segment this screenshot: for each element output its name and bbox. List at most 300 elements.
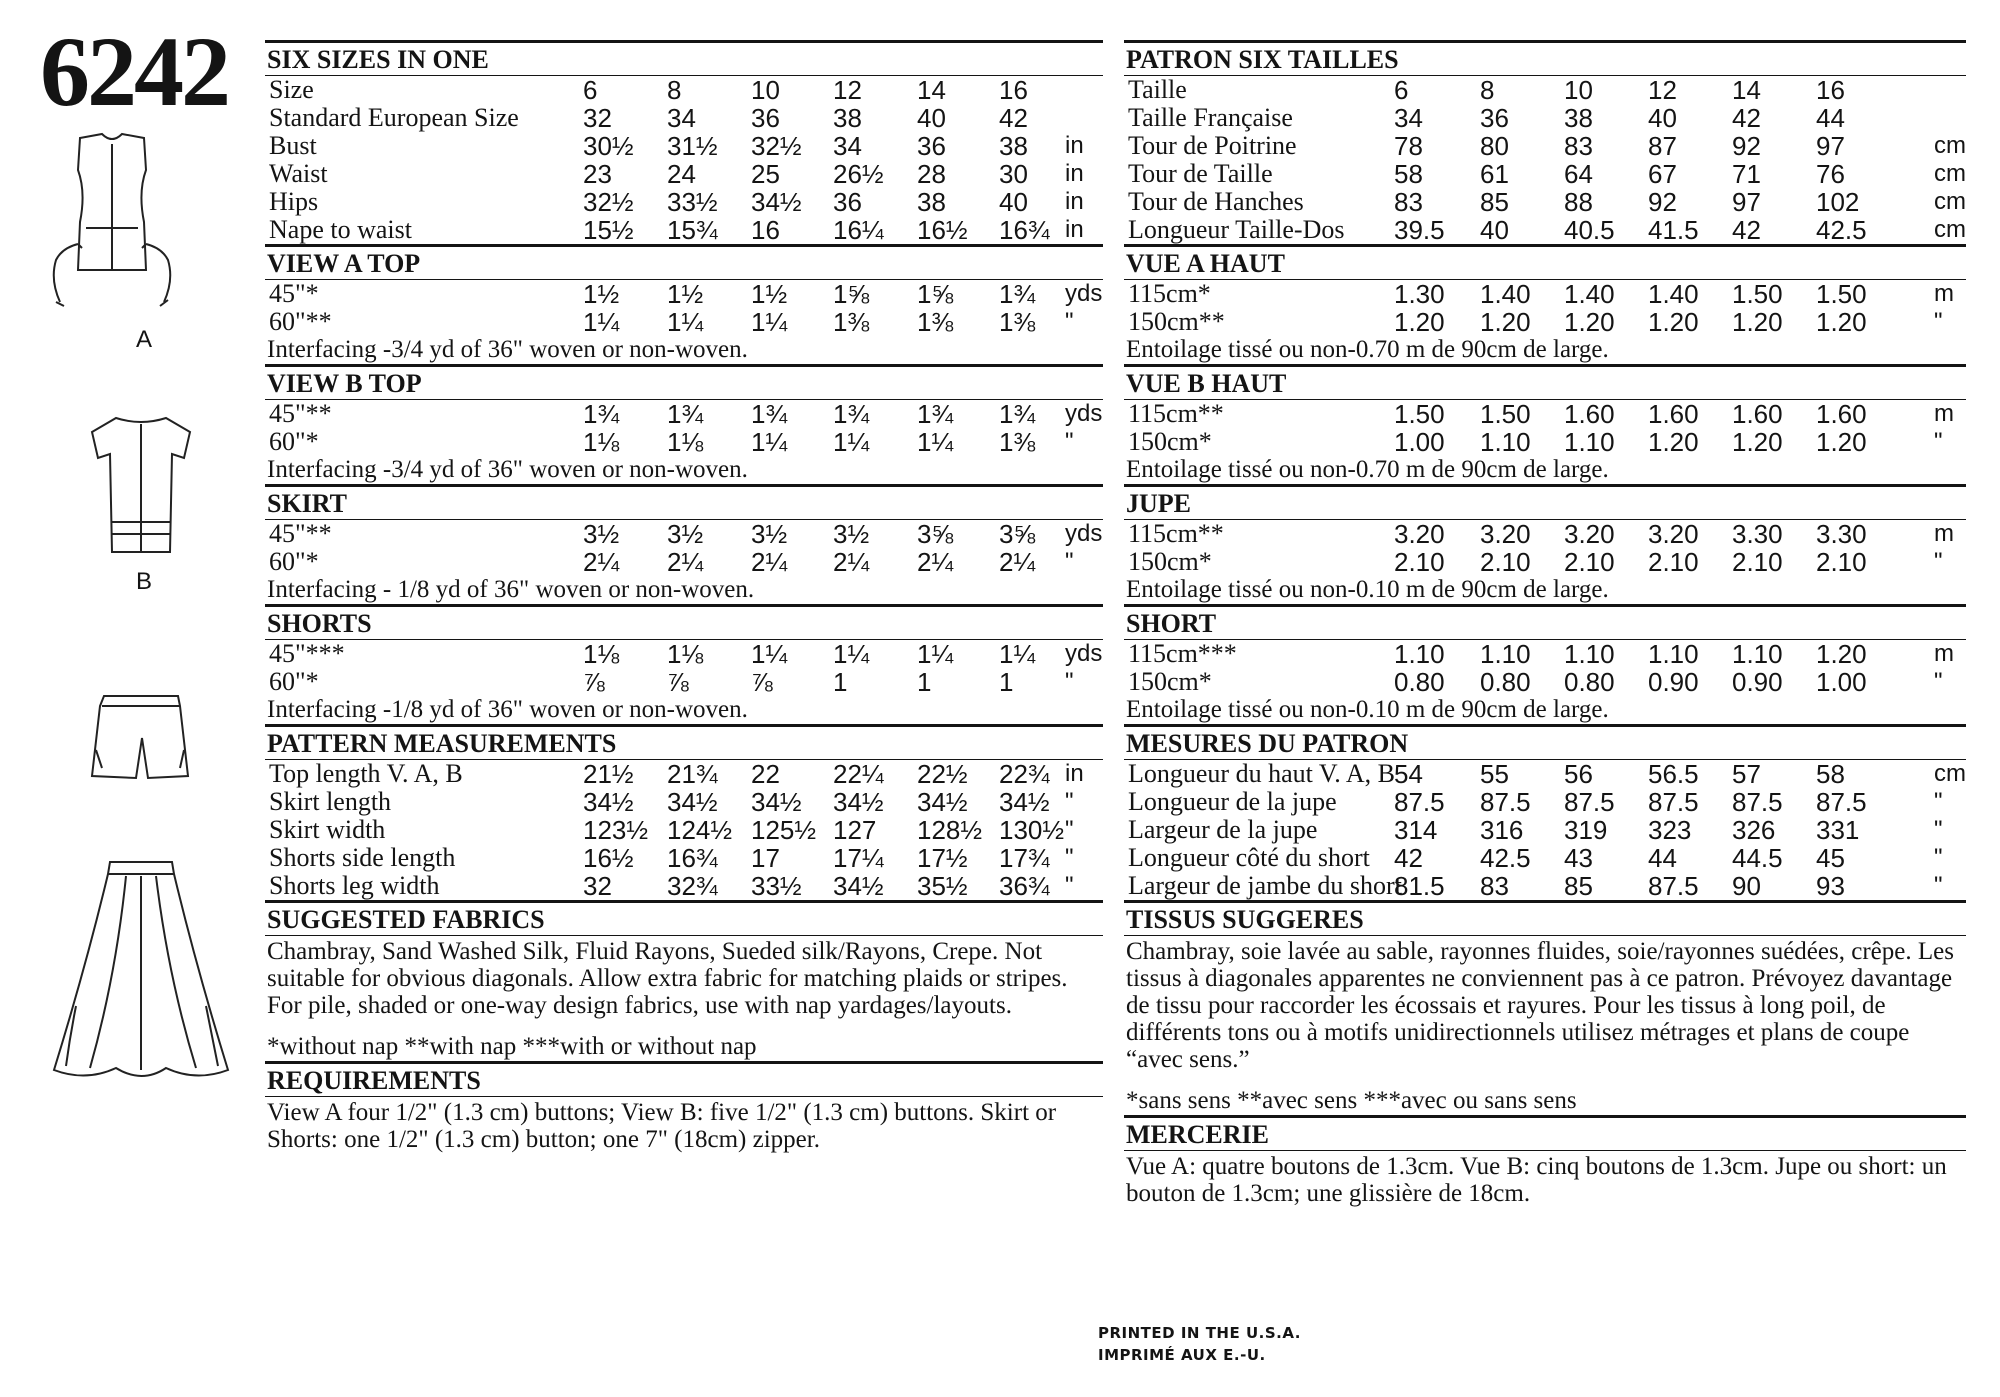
size-value: 61 [1480,159,1509,189]
size-value: 90 [1732,871,1761,901]
size-value: 15½ [583,215,634,245]
section-vue-b-haut [1124,364,1966,484]
size-value: 1¾ [999,279,1036,309]
size-value: ⅞ [583,667,605,697]
size-value: 32½ [583,187,634,217]
size-value: 1.20 [1648,307,1699,337]
row-label: Longueur Taille-Dos [1128,215,1345,244]
table-row [265,668,1103,696]
size-value: 2.10 [1816,547,1867,577]
size-value: 3.30 [1816,519,1867,549]
size-value: 44.5 [1732,843,1783,873]
size-value: 87.5 [1394,787,1445,817]
size-value: 25 [751,159,780,189]
size-value: 87.5 [1732,787,1783,817]
unit: " [1065,844,1074,871]
section-pattern-measurements [265,724,1103,900]
row-label: Taille [1128,75,1187,104]
size-value: 31½ [667,131,718,161]
size-value: 2¼ [751,547,788,577]
size-value: 2.10 [1480,547,1531,577]
size-value: 97 [1816,131,1845,161]
section-title: JUPE [1124,484,1966,520]
size-value: 41.5 [1648,215,1699,245]
size-value: 76 [1816,159,1845,189]
size-value: 55 [1480,759,1509,789]
size-value: 2¼ [833,547,870,577]
size-value: 1.20 [1564,307,1615,337]
unit: " [1934,668,1943,695]
size-value: 40 [1648,103,1677,133]
size-value: 78 [1394,131,1423,161]
size-value: 326 [1732,815,1776,845]
size-value: 1¼ [583,307,620,337]
size-value: 83 [1564,131,1593,161]
table-row [265,788,1103,816]
size-value: 1.60 [1564,399,1615,429]
unit: in [1065,216,1084,243]
unit: " [1934,548,1943,575]
size-value: 8 [667,75,682,105]
size-value: 97 [1732,187,1761,217]
size-value: 42 [1394,843,1423,873]
row-label: Largeur de jambe du short [1128,871,1402,900]
size-value: 56 [1564,759,1593,789]
size-value: 83 [1480,871,1509,901]
english-column [265,40,1103,1153]
table-row [265,188,1103,216]
size-value: 43 [1564,843,1593,873]
row-label: 150cm* [1128,667,1212,696]
row-label: 115cm** [1128,399,1224,428]
size-value: 1 [999,667,1014,697]
size-value: 38 [1564,103,1593,133]
size-value: 92 [1732,131,1761,161]
size-value: 16½ [583,843,634,873]
section-requirements [265,1061,1103,1153]
size-value: 32¾ [667,871,718,901]
size-value: 1¼ [833,427,870,457]
size-value: 34½ [751,187,802,217]
table-row [1124,280,1966,308]
unit: " [1934,816,1943,843]
size-value: 3½ [833,519,870,549]
size-value: 3½ [667,519,704,549]
size-value: 1⅝ [833,279,870,309]
table-row [1124,548,1966,576]
size-value: 1¼ [917,639,954,669]
size-value: 16¼ [833,215,884,245]
size-value: 1.60 [1648,399,1699,429]
size-value: 1¼ [999,639,1036,669]
nap-footnote: *sans sens **avec sens ***avec ou sans sens [1126,1087,1577,1114]
section-title: SHORTS [265,604,1103,640]
size-value: 45 [1816,843,1845,873]
row-label: 150cm* [1128,427,1212,456]
size-value: 1.00 [1816,667,1867,697]
section-six-sizes-in-one [265,40,1103,244]
size-value: 16¾ [999,215,1050,245]
table-row [265,104,1103,132]
table-row [1124,188,1966,216]
unit: cm [1934,160,1966,187]
section-patron-six-tailles [1124,40,1966,244]
section-title: MERCERIE [1124,1115,1966,1151]
size-value: 39.5 [1394,215,1445,245]
table-row [1124,400,1966,428]
table-row [1124,872,1966,900]
row-label: Shorts side length [269,843,456,872]
section-skirt [265,484,1103,604]
size-value: 34 [1394,103,1423,133]
size-value: 15¾ [667,215,718,245]
row-label: 115cm** [1128,519,1224,548]
row-label: 60"* [269,547,319,576]
unit: yds [1065,520,1103,547]
size-value: 16 [999,75,1028,105]
section-text: Vue A: quatre boutons de 1.3cm. Vue B: cinq boutons de 1.3cm. Jupe ou short: un bouton de 1.3cm; une glissière de 18cm. [1126,1153,1947,1207]
size-value: 1⅜ [833,307,870,337]
unit: in [1065,188,1084,215]
table-row [1124,844,1966,872]
size-value: 331 [1816,815,1860,845]
table-row [1124,668,1966,696]
size-value: 1.50 [1394,399,1445,429]
size-value: 2¼ [917,547,954,577]
view-b-label: B [136,568,153,595]
unit: yds [1065,280,1103,307]
unit: " [1065,668,1074,695]
table-row [265,308,1103,336]
row-label: Standard European Size [269,103,519,132]
row-label: Top length V. A, B [269,759,463,788]
size-value: 38 [917,187,946,217]
size-value: 1.20 [1732,307,1783,337]
row-label: 45"* [269,279,319,308]
size-value: 34 [833,131,862,161]
size-value: 2¼ [999,547,1036,577]
row-label: Skirt length [269,787,392,816]
section-title: VUE A HAUT [1124,244,1966,280]
size-value: 1.10 [1564,427,1615,457]
size-value: 3.20 [1394,519,1445,549]
printed-in-usa: PRINTED IN THE U.S.A. [1098,1324,1301,1342]
size-value: 33½ [667,187,718,217]
unit: cm [1934,760,1966,787]
size-value: 40 [999,187,1028,217]
size-value: 17½ [917,843,968,873]
row-label: 115cm* [1128,279,1211,308]
size-value: 16¾ [667,843,718,873]
size-value: 1⅛ [583,639,620,669]
size-value: 128½ [917,815,983,845]
size-value: 1.10 [1732,639,1783,669]
size-value: 83 [1394,187,1423,217]
row-label: 60"* [269,667,319,696]
unit: " [1065,788,1074,815]
size-value: 36 [917,131,946,161]
size-value: 314 [1394,815,1438,845]
skirt-sketch [46,856,236,1086]
size-value: 34 [667,103,696,133]
size-value: 1 [833,667,848,697]
size-value: 40.5 [1564,215,1615,245]
size-value: 3.20 [1564,519,1615,549]
interfacing-note: Interfacing - 1/8 yd of 36" woven or non-woven. [267,576,755,603]
table-row [1124,760,1966,788]
table-row [265,76,1103,104]
size-value: 17 [751,843,780,873]
size-value: 17¼ [833,843,884,873]
size-value: 1¾ [999,399,1036,429]
unit: cm [1934,216,1966,243]
table-row [1124,520,1966,548]
size-value: ⅞ [751,667,773,697]
table-row [265,280,1103,308]
size-value: 316 [1480,815,1524,845]
size-value: 1.20 [1480,307,1531,337]
row-label: Size [269,75,314,104]
size-value: 1 [917,667,932,697]
size-value: 12 [1648,75,1677,105]
size-value: 23 [583,159,612,189]
size-value: 1½ [751,279,788,309]
table-row [265,520,1103,548]
section-title: SHORT [1124,604,1966,640]
size-value: 1.20 [1816,427,1867,457]
size-value: 2.10 [1732,547,1783,577]
size-value: 1.60 [1732,399,1783,429]
size-value: 1⅜ [999,427,1036,457]
size-value: 1½ [583,279,620,309]
size-value: 80 [1480,131,1509,161]
size-value: 14 [917,75,946,105]
size-value: 125½ [751,815,817,845]
interfacing-note: Interfacing -3/4 yd of 36" woven or non-woven. [267,336,748,363]
size-value: 42.5 [1480,843,1531,873]
size-value: 130½ [999,815,1065,845]
table-row [1124,132,1966,160]
size-value: 8 [1480,75,1495,105]
size-value: 16 [1816,75,1845,105]
unit: cm [1934,188,1966,215]
size-value: 32½ [751,131,802,161]
size-value: 56.5 [1648,759,1699,789]
section-suggested-fabrics [265,900,1103,1061]
size-value: 36 [833,187,862,217]
size-value: 1.60 [1816,399,1867,429]
row-label: Longueur côté du short [1128,843,1370,872]
row-label: 115cm*** [1128,639,1237,668]
section-text: Chambray, soie lavée au sable, rayonnes fluides, soie/rayonnes suédées, crêpe. Les tissus à diagonales apparentes ne conviennent pas à ce patron. Prévoyez davantage de tissu pour raccorder les écossais et rayures. Pour les tissus à long poil, de différents tons ou à motifs unidirectionnels utilisez métrages et plans de coupe “avec sens.” [1126,938,1954,1073]
row-label: 45"** [269,519,332,548]
table-row [1124,104,1966,132]
size-value: 22¼ [833,759,884,789]
row-label: 150cm* [1128,547,1212,576]
table-row [1124,76,1966,104]
size-value: 1⅛ [583,427,620,457]
size-value: 10 [1564,75,1593,105]
size-value: 34½ [999,787,1050,817]
unit: m [1934,280,1954,307]
size-value: 1.10 [1480,639,1531,669]
table-row [265,216,1103,244]
row-label: Waist [269,159,328,188]
row-label: Taille Française [1128,103,1293,132]
row-label: Longueur du haut V. A, B [1128,759,1395,788]
table-row [1124,428,1966,456]
size-value: 127 [833,815,877,845]
size-value: 87.5 [1480,787,1531,817]
size-value: 16 [751,215,780,245]
table-row [1124,216,1966,244]
size-value: 36 [1480,103,1509,133]
size-value: 88 [1564,187,1593,217]
size-value: 34½ [917,787,968,817]
unit: cm [1934,132,1966,159]
size-value: 22 [751,759,780,789]
size-value: 0.80 [1564,667,1615,697]
section-view-b-top [265,364,1103,484]
size-value: 81.5 [1394,871,1445,901]
size-value: 1¾ [917,399,954,429]
size-value: 64 [1564,159,1593,189]
interfacing-note: Interfacing -1/8 yd of 36" woven or non-woven. [267,696,748,723]
size-value: 1.20 [1394,307,1445,337]
table-row [265,428,1103,456]
size-value: 1⅛ [667,427,704,457]
size-value: 36¾ [999,871,1050,901]
size-value: 10 [751,75,780,105]
size-value: 1¼ [917,427,954,457]
unit: " [1065,308,1074,335]
size-value: 2.10 [1564,547,1615,577]
unit: " [1934,308,1943,335]
size-value: 102 [1816,187,1860,217]
table-row [1124,816,1966,844]
section-mercerie [1124,1115,1966,1207]
row-label: Bust [269,131,317,160]
table-row [265,400,1103,428]
size-value: 1½ [667,279,704,309]
table-row [265,872,1103,900]
size-value: 34½ [833,871,884,901]
size-value: 38 [833,103,862,133]
section-title: PATRON SIX TAILLES [1124,40,1966,76]
size-value: 1.20 [1732,427,1783,457]
size-value: 2.10 [1648,547,1699,577]
section-mesures-du-patron [1124,724,1966,900]
row-label: Hips [269,187,319,216]
size-value: 1¼ [751,639,788,669]
size-value: 22½ [917,759,968,789]
row-label: Largeur de la jupe [1128,815,1318,844]
size-value: 1.50 [1816,279,1867,309]
size-value: 3⅝ [999,519,1036,549]
section-short [1124,604,1966,724]
size-value: 40 [1480,215,1509,245]
unit: " [1065,816,1074,843]
size-value: 40 [917,103,946,133]
size-value: 34½ [833,787,884,817]
unit: " [1934,788,1943,815]
section-text: View A four 1/2" (1.3 cm) buttons; View B: five 1/2" (1.3 cm) buttons. Skirt or Shorts: one 1/2" (1.3 cm) button; one 7" (18cm) zipper. [267,1099,1057,1153]
size-value: 58 [1394,159,1423,189]
table-row [265,132,1103,160]
size-value: 1.10 [1564,639,1615,669]
size-value: 3.20 [1648,519,1699,549]
unit: " [1065,872,1074,899]
size-value: 124½ [667,815,733,845]
size-value: 34½ [583,787,634,817]
size-value: 85 [1480,187,1509,217]
size-value: 87.5 [1648,787,1699,817]
size-value: 87.5 [1564,787,1615,817]
size-value: 1⅜ [999,307,1036,337]
table-row [265,640,1103,668]
size-value: 3.30 [1732,519,1783,549]
size-value: 87.5 [1816,787,1867,817]
section-title: VUE B HAUT [1124,364,1966,400]
printed-notice [1098,1322,1301,1366]
size-value: 1.40 [1480,279,1531,309]
section-title: SUGGESTED FABRICS [265,900,1103,936]
size-value: 1.00 [1394,427,1445,457]
size-value: 92 [1648,187,1677,217]
size-value: 1.20 [1648,427,1699,457]
size-value: 33½ [751,871,802,901]
section-title: VIEW B TOP [265,364,1103,400]
size-value: 1¼ [751,307,788,337]
size-value: 42 [1732,103,1761,133]
section-view-a-top [265,244,1103,364]
row-label: 60"** [269,307,332,336]
size-value: 1.10 [1480,427,1531,457]
size-value: 1⅝ [917,279,954,309]
unit: " [1065,548,1074,575]
view-a-top-sketch [42,130,182,320]
row-label: Nape to waist [269,215,412,244]
row-label: 45"*** [269,639,345,668]
row-label: Tour de Hanches [1128,187,1304,216]
size-value: 6 [1394,75,1409,105]
size-value: 22¾ [999,759,1050,789]
size-value: 1¾ [583,399,620,429]
unit: " [1934,872,1943,899]
size-value: 71 [1732,159,1761,189]
size-value: 1.50 [1732,279,1783,309]
interfacing-note: Entoilage tissé ou non-0.10 m de 90cm de large. [1126,696,1609,723]
size-value: 42 [999,103,1028,133]
imprime-aux-eu: IMPRIMÉ AUX E.-U. [1098,1346,1266,1364]
row-label: 150cm** [1128,307,1225,336]
table-row [1124,640,1966,668]
section-title: PATTERN MEASUREMENTS [265,724,1103,760]
size-value: 87.5 [1648,871,1699,901]
size-value: 1.40 [1648,279,1699,309]
size-value: 2.10 [1394,547,1445,577]
interfacing-note: Interfacing -3/4 yd of 36" woven or non-woven. [267,456,748,483]
size-value: 1⅜ [917,307,954,337]
section-tissus-suggeres [1124,900,1966,1115]
size-value: 87 [1648,131,1677,161]
size-value: 1¼ [751,427,788,457]
table-row [265,844,1103,872]
size-value: 93 [1816,871,1845,901]
size-value: 57 [1732,759,1761,789]
section-title: TISSUS SUGGERES [1124,900,1966,936]
size-value: 2¼ [667,547,704,577]
